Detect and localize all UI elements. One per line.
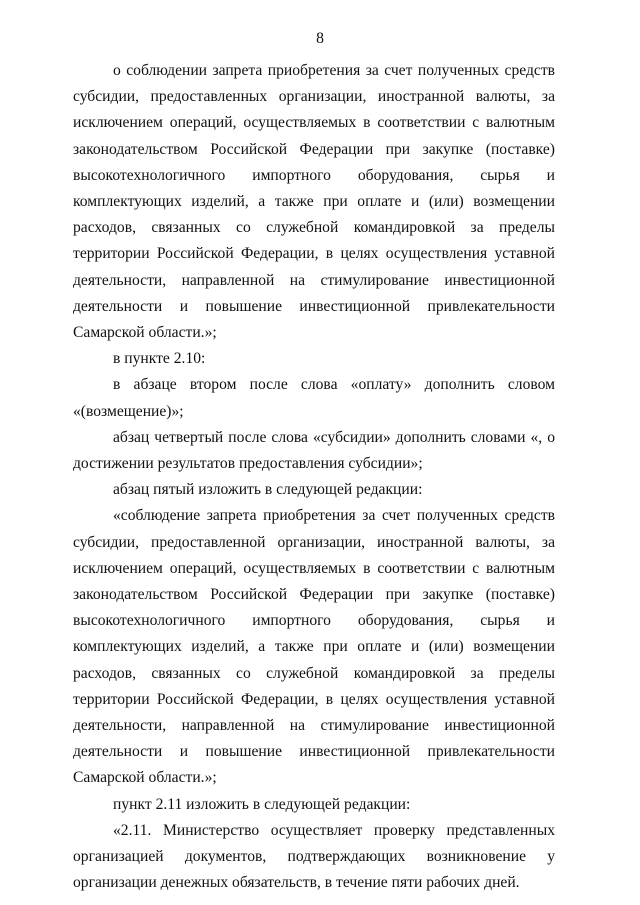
- document-body: [73, 58, 555, 897]
- paragraph-point-2-11-new-text: «2.11. Министерство осуществляет проверку представленных организацией документов, подтверждающих возникновение у организации денежных обязательств, в течение пяти рабочих дней.: [73, 821, 555, 892]
- paragraph-continuation-subsidy-clause: о соблюдении запрета приобретения за счет полученных средств субсидии, предоставленных организации, иностранной валюты, за исключением операций, осуществляемых в соответствии с валютным законодательством Российской Федерации при закупке (поставке) высокотехнологичного импортного оборудования, сырья и комплектующих изделий, а также при оплате и (или) возмещении расходов, связанных со служебной командировкой за пределы территории Российской Федерации, в целях осуществления уставной деятельности, направленной на стимулирование инвестиционной деятельности и повышение инвестиционной привлекательности Самарской области.»;: [73, 62, 555, 342]
- paragraph-fifth-abzac-intro: абзац пятый изложить в следующей редакции:: [113, 481, 423, 499]
- paragraph-point-2-10: в пункте 2.10:: [113, 350, 206, 368]
- paragraph-second-abzac-amendment: в абзаце втором после слова «оплату» дополнить словом «(возмещение)»;: [73, 376, 555, 420]
- paragraph-fourth-abzac-amendment: абзац четвертый после слова «субсидии» дополнить словами «, о достижении результатов предоставления субсидии»;: [73, 428, 555, 473]
- paragraph-point-2-11-intro: пункт 2.11 изложить в следующей редакции:: [113, 795, 411, 813]
- paragraph-fifth-abzac-new-text: «соблюдение запрета приобретения за счет полученных средств субсидии, предоставленной организации, иностранной валюты, за исключением операций, осуществляемых в соответствии с валютным законодательством Российской Федерации при закупке (поставке) высокотехнологичного импортного оборудования, сырья и комплектующих изделий, а также при оплате и (или) возмещении расходов, связанных со служебной командировкой за пределы территории Российской Федерации, в целях осуществления уставной деятельности, направленной на стимулирование инвестиционной деятельности и повышение инвестиционной привлекательности Самарской области.»;: [73, 507, 555, 787]
- page-number: 8: [316, 30, 324, 47]
